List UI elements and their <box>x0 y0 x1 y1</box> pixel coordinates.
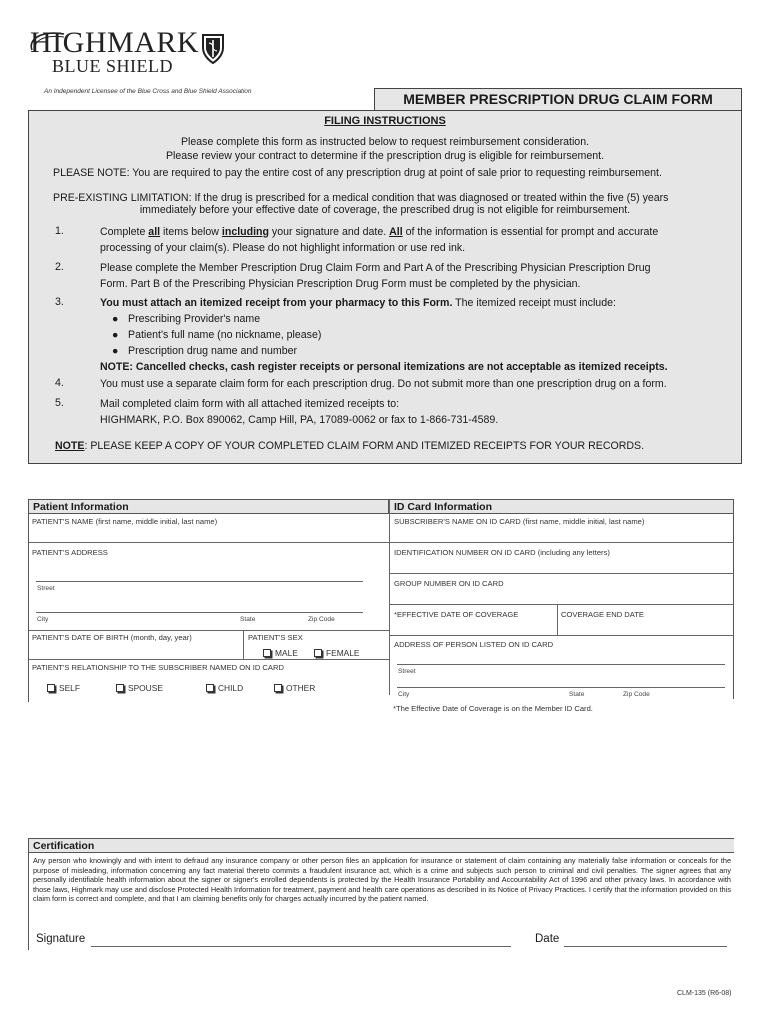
licensee-text: An Independent Licensee of the Blue Cross and Blue Shield Association <box>44 88 252 95</box>
divider <box>389 635 734 636</box>
city-line[interactable] <box>36 612 363 613</box>
group-number-label: GROUP NUMBER ON ID CARD <box>394 579 504 588</box>
item-1-all: all <box>148 226 161 238</box>
child-option[interactable] <box>206 683 243 693</box>
checkbox-icon[interactable] <box>116 684 124 692</box>
checkbox-icon[interactable] <box>206 684 214 692</box>
divider <box>557 604 558 635</box>
id-card-information <box>389 499 734 699</box>
state-label: State <box>569 691 585 698</box>
street-line[interactable] <box>36 581 363 582</box>
effective-date-footnote: *The Effective Date of Coverage is on the Member ID Card. <box>393 704 593 713</box>
checkbox-icon[interactable] <box>47 684 55 692</box>
bullet-text: Prescribing Provider's name <box>128 313 261 325</box>
instruction-item-4: You must use a separate claim form for each prescription drug. Do not submit more than one prescription drug on a form. <box>100 378 667 390</box>
male-label: MALE <box>275 648 298 658</box>
receipt-bullet <box>100 327 730 343</box>
male-option[interactable] <box>263 648 298 658</box>
highmark-logo <box>28 26 258 96</box>
header <box>28 26 742 110</box>
blue-shield-icon <box>200 32 226 66</box>
dob-label: PATIENT'S DATE OF BIRTH (month, day, year) <box>32 633 192 642</box>
signature-label: Signature <box>36 933 86 945</box>
certification-text: Any person who knowingly and with intent to defraud any insurance company or other person files an application for insurance or statement of claim containing any materially false information or conceals for the purpose of misleading, information concerning any fact material thereto commits a fraudulent insurance act, which is a crime and subjects such person to criminal and civil penalties. The signer agrees that any personally identifiable health information about the signer or signer's enrolled dependents is protected by the Health Insurance Portability and Accountability Act of 1996 and other privacy laws. In accordance with those laws, Highmark may use and disclose Protected Health Information for treatment, payment and health care operations as described in its Notice of Privacy Practices. I certify that the information provided on this claim form is correct and complete, and that I am claiming benefits only for charges actually incurred by the patient named. <box>33 856 731 904</box>
zip-label: Zip Code <box>623 691 650 698</box>
bullet-icon: ● <box>112 345 119 357</box>
divider <box>389 573 734 574</box>
other-label: OTHER <box>286 683 316 693</box>
logo-sub: BLUE SHIELD <box>52 56 173 76</box>
subscriber-name-label: SUBSCRIBER'S NAME ON ID CARD (first name, middle initial, last name) <box>394 517 645 526</box>
item-1-text-e: your signature and date. <box>268 226 390 238</box>
city-label: City <box>398 691 410 698</box>
item-3-bold: You must attach an itemized receipt from your pharmacy to this Form. <box>100 297 453 309</box>
checkbox-icon[interactable] <box>263 649 271 657</box>
patient-information <box>28 499 389 702</box>
item-1-all-2: All <box>389 226 403 238</box>
sex-label: PATIENT'S SEX <box>248 633 303 642</box>
preexisting-line-1: PRE-EXISTING LIMITATION: If the drug is prescribed for a medical condition that was diagnosed or treated within the five (5) years <box>53 192 669 204</box>
id-number-label: IDENTIFICATION NUMBER ON ID CARD (including any letters) <box>394 548 610 557</box>
female-label: FEMALE <box>326 648 360 658</box>
item-1-text-c: items below <box>160 226 222 238</box>
item-1-including: including <box>221 226 269 238</box>
note-text: : PLEASE KEEP A COPY OF YOUR COMPLETED CLAIM FORM AND ITEMIZED RECEIPTS FOR YOUR RECORDS. <box>84 440 645 452</box>
receipt-bullet <box>100 311 730 327</box>
item-number: 5. <box>55 397 64 409</box>
instruction-item-3 <box>100 295 730 375</box>
instruction-item-5 <box>100 396 730 428</box>
city-line[interactable] <box>397 687 725 688</box>
item-number: 3. <box>55 296 64 308</box>
street-label: Street <box>37 585 55 592</box>
street-label: Street <box>398 668 416 675</box>
item-5-line-1: Mail completed claim form with all attached itemized receipts to: <box>100 398 400 410</box>
intro-line-1: Please complete this form as instructed below to request reimbursement consideration. <box>180 136 590 148</box>
filing-instructions <box>28 110 742 464</box>
item-1-text-a: Complete <box>100 226 149 238</box>
instruction-item-2 <box>100 260 730 292</box>
item-number: 2. <box>55 261 64 273</box>
effective-date-label: *EFFECTIVE DATE OF COVERAGE <box>394 610 519 619</box>
certification <box>28 838 734 950</box>
patient-info-title: Patient Information <box>29 500 389 514</box>
divider <box>29 659 390 660</box>
bullet-text: Patient's full name (no nickname, please) <box>128 329 322 341</box>
note-label: NOTE <box>55 440 85 452</box>
divider <box>29 630 390 631</box>
bullet-icon: ● <box>112 313 119 325</box>
spouse-option[interactable] <box>116 683 163 693</box>
divider <box>389 500 390 695</box>
other-option[interactable] <box>274 683 315 693</box>
preexisting-line-2: immediately before your effective date of coverage, the prescribed drug is not eligible for reimbursement. <box>139 204 631 216</box>
divider <box>389 604 734 605</box>
street-line[interactable] <box>397 664 725 665</box>
checkbox-icon[interactable] <box>274 684 282 692</box>
item-number: 4. <box>55 377 64 389</box>
divider <box>243 630 244 660</box>
item-3-note: NOTE: Cancelled checks, cash register receipts or personal itemizations are not acceptable as itemized receipts. <box>100 361 668 373</box>
patient-name-label: PATIENT'S NAME (first name, middle initial, last name) <box>32 517 218 526</box>
item-1-text-g: of the information is essential for prompt and accurate <box>402 226 659 238</box>
date-label: Date <box>535 933 560 945</box>
spouse-label: SPOUSE <box>128 683 163 693</box>
state-label: State <box>240 616 256 623</box>
date-line[interactable] <box>564 946 727 947</box>
bullet-icon: ● <box>112 329 119 341</box>
patient-address-label: PATIENT'S ADDRESS <box>32 548 108 557</box>
logo-name: HIGHMARK <box>30 26 199 59</box>
coverage-end-label: COVERAGE END DATE <box>561 610 644 619</box>
city-label: City <box>37 616 49 623</box>
checkbox-icon[interactable] <box>314 649 322 657</box>
zip-label: Zip Code <box>308 616 335 623</box>
bullet-text: Prescription drug name and number <box>128 345 298 357</box>
form-title: MEMBER PRESCRIPTION DRUG CLAIM FORM <box>374 88 742 112</box>
item-5-line-2: HIGHMARK, P.O. Box 890062, Camp Hill, PA, 17089-0062 or fax to 1-866-731-4589. <box>100 414 499 426</box>
item-number: 1. <box>55 225 64 237</box>
divider <box>29 542 390 543</box>
female-option[interactable] <box>314 648 360 658</box>
keep-copy-note <box>55 440 731 453</box>
intro-line-2: Please review your contract to determine if the prescription drug is eligible for reimbursement. <box>165 150 605 162</box>
please-note: PLEASE NOTE: You are required to pay the entire cost of any prescription drug at point of sale prior to requesting reimbursement. <box>53 167 662 179</box>
self-option[interactable] <box>47 683 80 693</box>
item-1-line-2: processing of your claim(s). Please do not highlight information or use red ink. <box>100 242 466 254</box>
item-2-line-2: Form. Part B of the Prescribing Physician Prescription Drug Form must be completed by the physician. <box>100 278 581 290</box>
child-label: CHILD <box>218 683 244 693</box>
instruction-item-1 <box>100 224 730 256</box>
item-3-rest: The itemized receipt must include: <box>452 297 616 309</box>
item-2-line-1: Please complete the Member Prescription Drug Claim Form and Part A of the Prescribing Physician Prescription Drug <box>100 262 651 274</box>
relationship-label: PATIENT'S RELATIONSHIP TO THE SUBSCRIBER NAMED ON ID CARD <box>32 663 284 672</box>
self-label: SELF <box>59 683 80 693</box>
receipt-bullet <box>100 343 730 359</box>
id-card-title: ID Card Information <box>389 500 733 514</box>
instructions-title: FILING INSTRUCTIONS <box>324 115 446 127</box>
certification-title: Certification <box>29 839 734 853</box>
form-code: CLM-135 (R6-08) <box>677 990 732 997</box>
signature-line[interactable] <box>91 946 511 947</box>
cardholder-address-label: ADDRESS OF PERSON LISTED ON ID CARD <box>394 640 554 649</box>
divider <box>389 542 734 543</box>
